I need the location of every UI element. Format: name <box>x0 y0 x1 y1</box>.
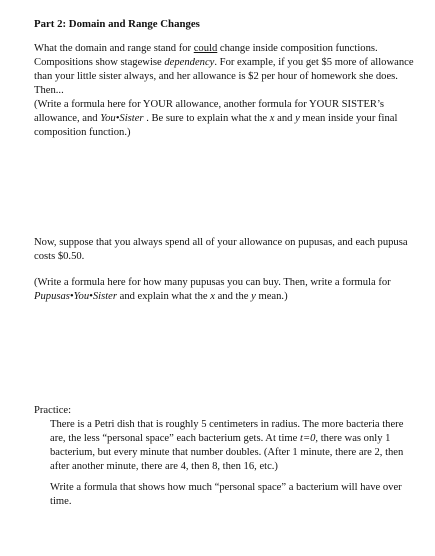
practice-label: Practice: <box>34 405 72 416</box>
x-variable: x <box>269 113 275 124</box>
pupusa-paragraph: Now, suppose that you always spend all of your allowance on pupusas, and each pupusa costs $0.50. <box>34 237 408 262</box>
instruction1-text-a: (Write a formula here for YOUR allowance, another formula for YOUR SISTER’s allowance, and <box>34 99 385 124</box>
section-heading: Part 2: Domain and Range Changes <box>34 18 200 30</box>
instruction1-and: and <box>274 113 296 124</box>
dependency-italic: dependency <box>164 57 215 68</box>
instruction2-text-b: and explain what the <box>116 291 211 302</box>
problem-text-b: , there was only 1 bacterium, but every minute that number doubles. (After 1 minute, there are 2, then after another minute, there are 4, then 8, then 16, etc.) <box>50 433 404 472</box>
intro-paragraph <box>34 42 414 98</box>
pupusa-instruction <box>34 276 414 304</box>
x-variable: x <box>210 291 215 302</box>
instruction1-text-c: mean inside your final composition function.) <box>34 113 398 138</box>
y-variable: y <box>295 113 300 124</box>
intro-text-c: . For example, if you get $5 more of allowance than your little sister always, and her allowance is $2 per hour of homework she does. Then... <box>34 57 414 96</box>
instruction2-and: and the <box>214 291 252 302</box>
time-zero: t=0 <box>300 433 316 444</box>
pupusas-you-sister-composition: Pupusas•You•Sister <box>34 291 117 302</box>
allowance-instruction <box>34 98 414 140</box>
instruction2-text-a: (Write a formula here for how many pupusas you can buy. Then, write a formula for <box>34 277 391 288</box>
problem-text-a: There is a Petri dish that is roughly 5 centimeters in radius. The more bacteria there are, the less “personal space” each bacterium gets. At time <box>50 419 404 444</box>
instruction2-text-c: mean.) <box>255 291 288 302</box>
instruction1-text-b: . Be sure to explain what the <box>143 113 270 124</box>
you-sister-composition: You•Sister <box>100 113 144 124</box>
personal-space-task: Write a formula that shows how much “personal space” a bacterium will have over time. <box>50 482 402 507</box>
could-underlined: could <box>193 43 218 54</box>
y-variable: y <box>251 291 256 302</box>
intro-text-b: change inside composition functions. Compositions show stagewise <box>34 43 378 68</box>
intro-text-a: What the domain and range stand for <box>34 43 194 54</box>
petri-dish-problem <box>50 418 414 474</box>
